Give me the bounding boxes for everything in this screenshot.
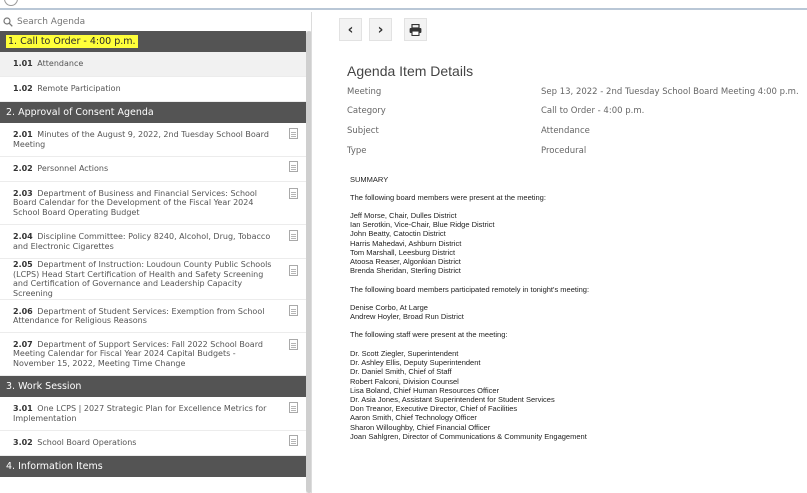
item-label: School Board Operations [37, 438, 137, 448]
document-icon[interactable] [289, 265, 298, 276]
item-label: Discipline Committee: Policy 8240, Alcohol, Drug, Tobacco and Electronic Cigarettes [13, 232, 271, 251]
item-label: Department of Instruction: Loudoun County Public Schools (LCPS) Head Start Certification of Health and Safety Screening and Certification of Governance and Leadership Capacity Screening [13, 260, 272, 298]
list-item: Lisa Boland, Chief Human Resources Officer [350, 385, 500, 395]
section-header-information-items[interactable] [0, 456, 309, 477]
subject-value: Attendance [541, 126, 590, 136]
section-header-consent-agenda[interactable] [0, 102, 309, 123]
meeting-label: Meeting [347, 87, 382, 97]
chevron-left-icon: ‹ [347, 21, 354, 38]
item-number: 3.01 [13, 404, 33, 413]
document-icon[interactable] [289, 402, 298, 413]
list-item: Brenda Sheridan, Sterling District [350, 266, 461, 276]
document-icon[interactable] [289, 230, 298, 241]
scrollbar[interactable] [306, 31, 312, 493]
list-item: Dr. Scott Ziegler, Superintendent [350, 349, 459, 358]
page-title: Agenda Item Details [347, 63, 474, 79]
item-number: 2.06 [13, 306, 33, 316]
agenda-item-1-02[interactable] [0, 77, 306, 102]
type-value: Procedural [541, 146, 587, 156]
agenda-pane [0, 12, 312, 493]
list-item: Robert Falconi, Division Counsel [350, 376, 459, 386]
top-bar [0, 0, 807, 10]
item-number: 2.03 [13, 188, 33, 198]
print-button[interactable] [404, 18, 427, 41]
document-icon[interactable] [289, 305, 298, 316]
details-pane [313, 12, 807, 493]
list-item: Dr. Asia Jones, Assistant Superintendent for Student Services [350, 395, 555, 405]
item-number: 3.02 [13, 438, 33, 448]
section-title: 4. Information Items [6, 461, 103, 472]
search-icon [3, 17, 13, 27]
agenda-item-2-05[interactable] [0, 259, 306, 300]
list-item: Ian Serotkin, Vice-Chair, Blue Ridge District [350, 220, 495, 230]
subject-label: Subject [347, 126, 379, 136]
summary-intro-present: The following board members were present at the meeting: [350, 193, 546, 202]
present-list [350, 211, 495, 275]
category-label: Category [347, 106, 386, 116]
item-label: Department of Business and Financial Services: School Board Calendar for the Development of the Fiscal Year 2024 School Board Operating Budget [13, 188, 258, 217]
item-label: Attendance [37, 59, 84, 69]
previous-button[interactable] [339, 18, 362, 41]
list-item: Aaron Smith, Chief Technology Officer [350, 413, 477, 423]
item-number: 2.05 [13, 260, 33, 269]
agenda-item-2-07[interactable] [0, 333, 306, 376]
list-item: Atoosa Reaser, Algonkian District [350, 257, 461, 267]
agenda-item-3-02[interactable] [0, 431, 306, 456]
list-item: Sharon Willoughby, Chief Financial Officer [350, 422, 491, 432]
section-header-work-session[interactable] [0, 376, 309, 397]
agenda-item-3-01[interactable] [0, 397, 306, 431]
list-item: Dr. Ashley Ellis, Deputy Superintendent [350, 358, 481, 368]
app-icon [4, 0, 18, 6]
category-value: Call to Order - 4:00 p.m. [541, 106, 645, 116]
summary-title: SUMMARY [350, 175, 389, 184]
item-number: 1.01 [13, 59, 33, 69]
document-icon[interactable] [289, 188, 298, 199]
item-number: 2.04 [13, 232, 33, 241]
summary-intro-remote: The following board members participated remotely in tonight's meeting: [350, 285, 590, 294]
item-label: Minutes of the August 9, 2022, 2nd Tuesday School Board Meeting [13, 130, 269, 149]
list-item: John Beatty, Catoctin District [350, 229, 446, 239]
search-input[interactable] [17, 17, 297, 27]
agenda-item-1-01[interactable] [0, 52, 306, 77]
item-number: 2.07 [13, 339, 33, 349]
printer-icon [409, 24, 422, 36]
list-item: Harris Mahedavi, Ashburn District [350, 238, 462, 248]
remote-list [350, 303, 464, 321]
agenda-item-2-03[interactable] [0, 182, 306, 225]
list-item: Don Treanor, Executive Director, Chief of Facilities [350, 404, 518, 414]
document-icon[interactable] [289, 339, 298, 350]
section-title: 2. Approval of Consent Agenda [6, 107, 154, 118]
summary-intro-staff: The following staff were present at the meeting: [350, 330, 508, 339]
section-title: 3. Work Session [6, 381, 82, 392]
item-number: 2.01 [13, 130, 33, 139]
agenda-item-2-06[interactable] [0, 300, 306, 333]
item-label: Department of Student Services: Exemption from School Attendance for Religious Reasons [13, 306, 265, 325]
next-button[interactable] [369, 18, 392, 41]
item-number: 2.02 [13, 164, 33, 174]
agenda-item-2-04[interactable] [0, 225, 306, 259]
agenda-item-2-02[interactable] [0, 157, 306, 182]
item-number: 1.02 [13, 84, 33, 94]
document-icon[interactable] [289, 435, 298, 446]
list-item: Andrew Hoyler, Broad Run District [350, 312, 464, 322]
staff-list [350, 349, 587, 441]
list-item: Tom Marshall, Leesburg District [350, 247, 456, 257]
list-item: Jeff Morse, Chair, Dulles District [350, 211, 457, 220]
search-bar [0, 12, 311, 31]
document-icon[interactable] [289, 128, 298, 139]
item-label: One LCPS | 2027 Strategic Plan for Excellence Metrics for Implementation [13, 404, 267, 423]
item-label: Personnel Actions [37, 164, 109, 174]
section-header-call-to-order[interactable] [0, 31, 309, 52]
list-item: Denise Corbo, At Large [350, 303, 428, 312]
item-label: Department of Support Services: Fall 2022 School Board Meeting Calendar for Fiscal Year 2024 Capital Budgets - November 15, 2022, Meeting Time Change [13, 339, 263, 368]
type-label: Type [347, 146, 367, 156]
document-icon[interactable] [289, 161, 298, 172]
list-item: Joan Sahlgren, Director of Communications & Community Engagement [350, 431, 587, 441]
list-item: Dr. Daniel Smith, Chief of Staff [350, 367, 452, 377]
meeting-value: Sep 13, 2022 - 2nd Tuesday School Board Meeting 4:00 p.m. [541, 87, 799, 97]
section-title: 1. Call to Order - 4:00 p.m. [8, 36, 136, 47]
agenda-item-2-01[interactable] [0, 123, 306, 157]
item-label: Remote Participation [37, 84, 121, 94]
scrollbar-thumb[interactable] [306, 31, 312, 493]
chevron-right-icon: › [377, 21, 384, 38]
